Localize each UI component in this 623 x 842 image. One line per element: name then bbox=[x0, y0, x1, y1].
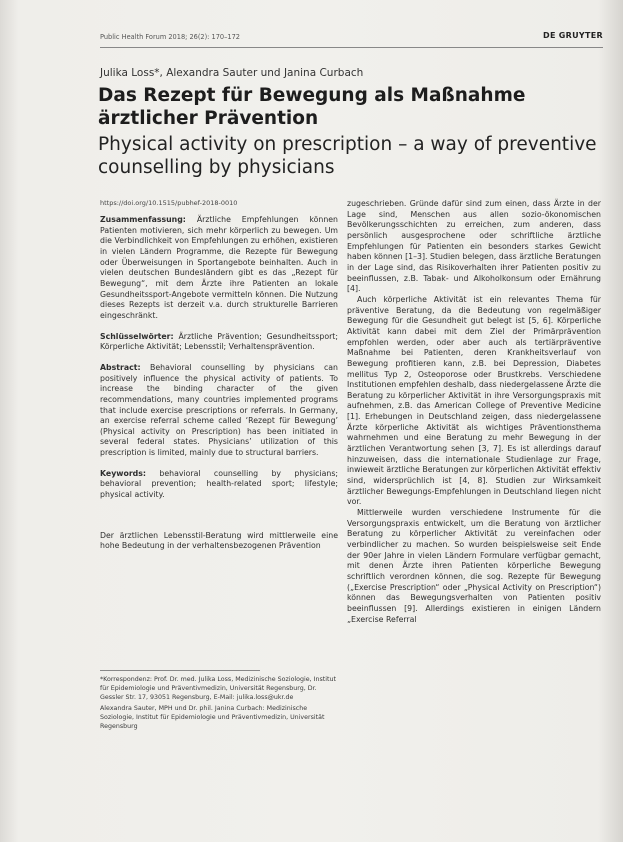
co-authors-affiliation: Alexandra Sauter, MPH und Dr. phil. Janina Curbach: Medizinische Soziologie, Institut für Epidemiologie und Präventivmedizin, Universität Regensburg bbox=[100, 704, 325, 730]
correspondence-footnote bbox=[100, 676, 338, 733]
zusammenfassung-section bbox=[100, 215, 338, 322]
abstract-label: Abstract: bbox=[100, 362, 141, 372]
zusammenfassung-label: Zusammenfassung: bbox=[100, 215, 186, 224]
correspondence-author: *Korrespondenz: Prof. Dr. med. Julika Loss, Medizinische Soziologie, Institut für Epidemiologie und Präventivmedizin, Universität Regensburg, Dr. Gessler Str. 17, 93051 Regensburg, E-Mail: julika.loss@ukr.de bbox=[100, 676, 336, 701]
left-column bbox=[100, 215, 338, 552]
body-paragraph-3: Mittlerweile wurden verschiedene Instrumente für die Versorgungspraxis entwickelt, um die Beratung von ärztlicher Beratung zu körperlicher Aktivität zu vereinfachen oder verbindlicher zu machen. So wurden beispielsweise seit Ende der 90er Jahre in vielen Ländern Formulare verfügbar gemacht, mit denen Ärzte ihren Patienten körperliche Bewegung schriftlich verordnen können, die sog. Rezepte für Bewegung („Exercise Prescription“ oder „Physical Activity on Prescription“) können das Bewegungsverhalten von Patienten positiv beeinflussen [9]. Allerdings existieren in einigen Ländern „Exercise Referral bbox=[347, 508, 601, 624]
body-paragraph-1: zugeschrieben. Gründe dafür sind zum einen, dass Ärzte in der Lage sind, Menschen aus allen sozio-ökonomischen Bevölkerungsschichten zu erreichen, zum anderen, dass persönlich ausgesprochene oder schriftliche ärztliche Empfehlungen für Patienten ein besonders starkes Gewicht haben können [1–3]. Studien belegen, dass ärztliche Beratungen in der Lage sind, das Risikoverhalten ihrer Patienten positiv zu beeinflussen, z.B. Tabak- und Alkoholkonsum oder Ernährung [4]. bbox=[347, 199, 601, 294]
zusammenfassung-text: Ärztliche Empfehlungen können Patienten motivieren, sich mehr körperlich zu bewegen. Um die Verbindlichkeit von Empfehlungen zu erhöhen, existieren in vielen Ländern Programme, die Rezepte für Bewegung oder Überweisungen in Sportangebote beinhalten. Auch in vielen deutschen Bundesländern gibt es das „Rezept für Bewegung“, mit dem Ärzte ihre Patienten an lokale Gesundheitssport-Angebote vermitteln können. Die Nutzung dieses Rezepts ist derzeit v.a. durch strukturelle Barrieren eingeschränkt. bbox=[100, 215, 339, 320]
abstract-section bbox=[100, 363, 338, 459]
running-header bbox=[100, 31, 603, 45]
section-gap bbox=[100, 511, 338, 531]
keywords-section bbox=[100, 469, 338, 501]
schluesselwoerter-text: Ärztliche Prävention; Gesundheitssport; Körperliche Aktivität; Lebensstil; Verhaltensprävention. bbox=[100, 331, 338, 352]
footnote-divider bbox=[100, 670, 260, 671]
keywords-text: behavioral counselling by physicians; behavioral prevention; health-related sport; lifestyle; physical activity. bbox=[100, 468, 339, 500]
right-column bbox=[347, 199, 601, 625]
author-list: Julika Loss*, Alexandra Sauter und Janina Curbach bbox=[100, 67, 364, 79]
article-title-german: Das Rezept für Bewegung als Maßnahme ärztlicher Prävention bbox=[98, 85, 526, 129]
publisher-logo: DE GRUYTER bbox=[543, 31, 603, 40]
intro-paragraph: Der ärztlichen Lebensstil-Beratung wird mittlerweile eine hohe Bedeutung in der verhaltensbezogenen Prävention bbox=[100, 530, 338, 551]
doi-link[interactable]: https://doi.org/10.1515/pubhef-2018-0010 bbox=[100, 199, 238, 207]
header-divider bbox=[100, 47, 603, 48]
keywords-label: Keywords: bbox=[100, 468, 147, 478]
abstract-text: Behavioral counselling by physicians can positively influence the physical activity of patients. To increase the binding character of the given recommendations, many countries implemented programs that include exercise prescriptions or referrals. In Germany, an exercise referral scheme called ‘Rezept für Bewegung’ (Physical activity on Prescription) has been initiated in several federal states. Physicians’ utilization of this prescription is limited, mainly due to structural barriers. bbox=[100, 362, 338, 458]
schluesselwoerter-label: Schlüsselwörter: bbox=[100, 331, 174, 341]
article-title-english: Physical activity on prescription – a way of preventive counselling by physicians bbox=[98, 134, 597, 178]
body-paragraph-2: Auch körperliche Aktivität ist ein relevantes Thema für präventive Beratung, da die Bedeutung von regelmäßiger Bewegung für die Gesundheit gut belegt ist [5, 6]. Körperliche Aktivität kann dabei mit dem Ziel der Primärprävention empfohlen werden, oder aber auch als tertiärpräventive Maßnahme bei Patienten, deren Krankheitsverlauf von Bewegung profitieren kann, z.B. bei Depression, Diabetes mellitus Typ 2, Osteoporose oder Brustkrebs. Verschiedene Institutionen empfehlen deshalb, dass niedergelassene Ärzte die Beratung zu körperlicher Aktivität in ihre Versorgungspraxis mit aufnehmen, z.B. das American College of Preventive Medicine [1]. Erhebungen in Deutschland zeigen, dass niedergelassene Ärzte körperliche Aktivität als wichtiges Präventionsthema wahrnehmen und eine Beratung zu mehr Bewegung in der ärztlichen Verantwortung sehen [3, 7]. Es ist allerdings darauf hinzuweisen, dass die internationale Studienlage zur Frage, inwieweit ärztliche Beratungen zur körperlichen Aktivität effektiv sind, widersprüchlich ist [4, 8]. Studien zur Wirksamkeit ärztlicher Bewegungs-Empfehlungen in Deutschland liegen nicht vor. bbox=[347, 294, 601, 507]
journal-citation: Public Health Forum 2018; 26(2): 170–172 bbox=[100, 33, 240, 41]
schluesselwoerter-section bbox=[100, 332, 338, 353]
